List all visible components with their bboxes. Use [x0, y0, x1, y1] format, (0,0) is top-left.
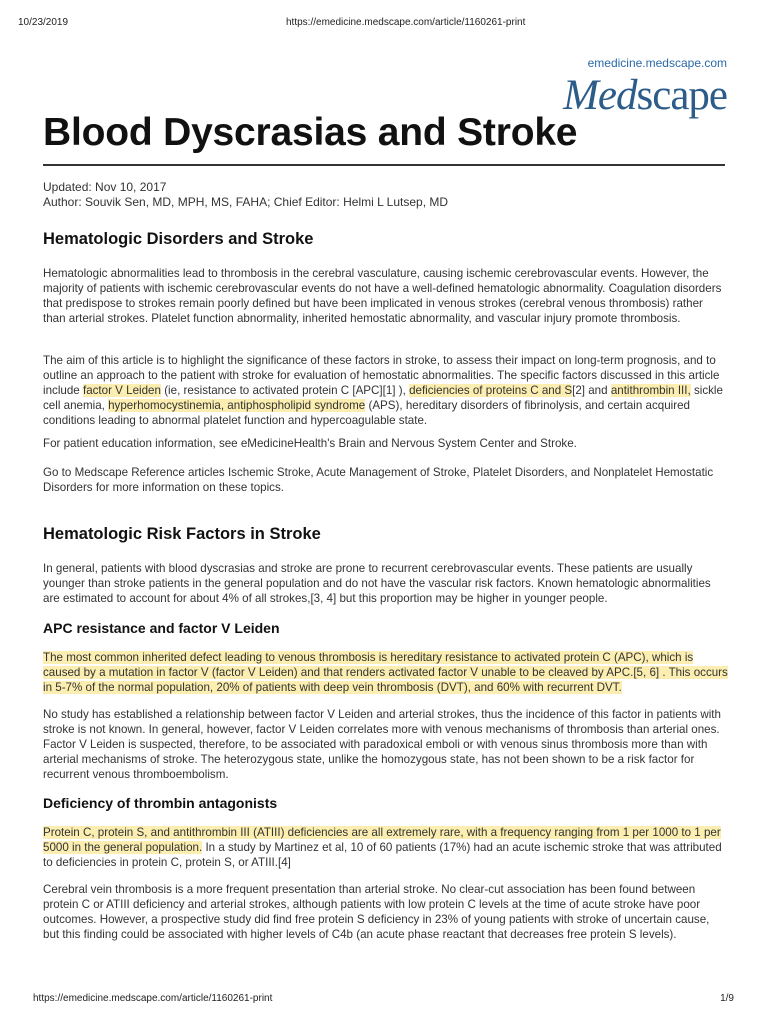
print-date: 10/23/2019 — [18, 17, 69, 28]
highlight: factor V Leiden — [82, 384, 161, 397]
highlight: deficiencies of proteins C and S — [409, 384, 573, 397]
highlight: Protein C, protein S, and antithrombin III (ATIII) deficiencies are all extremely rare, with a frequency ranging from 1 per 1000 to 1 per 5000 in the general population. — [43, 826, 721, 854]
section-heading-hematologic-disorders: Hematologic Disorders and Stroke — [43, 230, 314, 248]
article-meta — [43, 180, 448, 210]
paragraph: Go to Medscape Reference articles Ischemic Stroke, Acute Management of Stroke, Platelet Disorders, and Nonplatelet Hemostatic Disorders for more information on these topics. — [43, 466, 714, 494]
page-number: 1/9 — [720, 993, 734, 1004]
subsection-heading-thrombin-antagonists: Deficiency of thrombin antagonists — [43, 795, 278, 811]
medscape-logo — [563, 74, 727, 117]
author-line: Author: Souvik Sen, MD, MPH, MS, FAHA; Chief Editor: Helmi L Lutsep, MD — [43, 195, 449, 209]
site-link[interactable]: emedicine.medscape.com — [587, 56, 727, 70]
paragraph: Cerebral vein thrombosis is a more frequent presentation than arterial stroke. No clear-cut association has been found between protein C or ATIII deficiency and arterial strokes, although patients with low protein C levels at the time of acute stroke have poor outcomes. However, a prospective study did find free protein S deficiency in 23% of young patients with stroke of uncertain cause, but this finding could be associated with higher levels of C4b (an acute phase reactant that decreases free protein S levels). — [43, 883, 710, 941]
highlight: hyperhomocystinemia, antiphospholipid syndrome — [108, 399, 366, 412]
paragraph: No study has established a relationship between factor V Leiden and arterial strokes, thus the incidence of this factor in patients with stroke is not known. In general, however, factor V Leiden correlates more with venous mechanisms of thrombosis than arterial ones. Factor V Leiden is suspected, therefore, to be associated with paradoxical emboli or with venous sinus thrombosis more than with arterial mechanisms of stroke. The heterozygous state, unlike the homozygous state, has not been shown to be a risk factor for recurrent venous thromboembolism. — [43, 708, 721, 781]
highlight: antithrombin III, — [610, 384, 691, 397]
paragraph: Hematologic abnormalities lead to thrombosis in the cerebral vasculature, causing ischemic cerebrovascular events. However, the majority of patients with ischemic cerebrovascular events do not have a well-defined hematologic abnormality. Coagulation disorders that predispose to strokes remain poorly defined but have been implicated in venous strokes (cerebral venous thrombosis) rather than arterial strokes. Platelet function abnormality, inherited hemostatic abnormality, and vascular injury promote thrombosis. — [43, 267, 722, 325]
logo-med: Med — [563, 72, 637, 119]
paragraph-highlighted — [43, 650, 728, 695]
footer-url: https://emedicine.medscape.com/article/1160261-print — [33, 993, 273, 1004]
updated-date: Updated: Nov 10, 2017 — [43, 180, 167, 194]
section-heading-risk-factors: Hematologic Risk Factors in Stroke — [43, 525, 321, 543]
print-url: https://emedicine.medscape.com/article/1160261-print — [286, 17, 526, 28]
title-divider — [43, 164, 725, 166]
logo-scape: scape — [636, 72, 727, 119]
subsection-heading-apc-resistance: APC resistance and factor V Leiden — [43, 620, 280, 636]
paragraph-factors: The aim of this article is to highlight the significance of these factors in stroke, to assess their impact on long-term prognosis, and to outline an approach to the patient with stroke for evaluation of hemostatic abnormalities. The specific factors discussed in this article include factor V Leiden (ie, resistance to activated protein C [APC][1] ), deficiencies of proteins C and S[2] and antithrombin III, sickle cell anemia, hyperhomocystinemia, antiphospholipid syndrome (APS), hereditary disorders of fibrinolysis, and certain acquired conditions leading to abnormal platelet function and hypercoagulable state. — [43, 354, 723, 427]
page-title: Blood Dyscrasias and Stroke — [43, 111, 578, 154]
paragraph: For patient education information, see eMedicineHealth's Brain and Nervous System Center and Stroke. — [43, 437, 577, 450]
paragraph: In general, patients with blood dyscrasias and stroke are prone to recurrent cerebrovascular events. These patients are usually younger than stroke patients in the general population and do not have the vascular risk factors. Known hematologic abnormalities are estimated to account for about 4% of all strokes,[3, 4] but this proportion may be higher in younger people. — [43, 562, 711, 605]
paragraph-highlighted: Protein C, protein S, and antithrombin III (ATIII) deficiencies are all extremely rare, with a frequency ranging from 1 per 1000 to 1 per 5000 in the general population. In a study by Martinez et al, 10 of 60 patients (17%) had an acute ischemic stroke that was attributed to deficiencies in protein C, protein S, or ATIII.[4] — [43, 826, 722, 869]
highlight: The most common inherited defect leading to venous thrombosis is hereditary resistance to activated protein C (APC), which is caused by a mutation in factor V (factor V Leiden) and that renders activated factor V unable to be cleaved by APC.[5, 6] . This occurs in 5-7% of the normal population, 20% of patients with deep vein thrombosis (DVT), and 60% with recurrent DVT. — [43, 651, 728, 694]
